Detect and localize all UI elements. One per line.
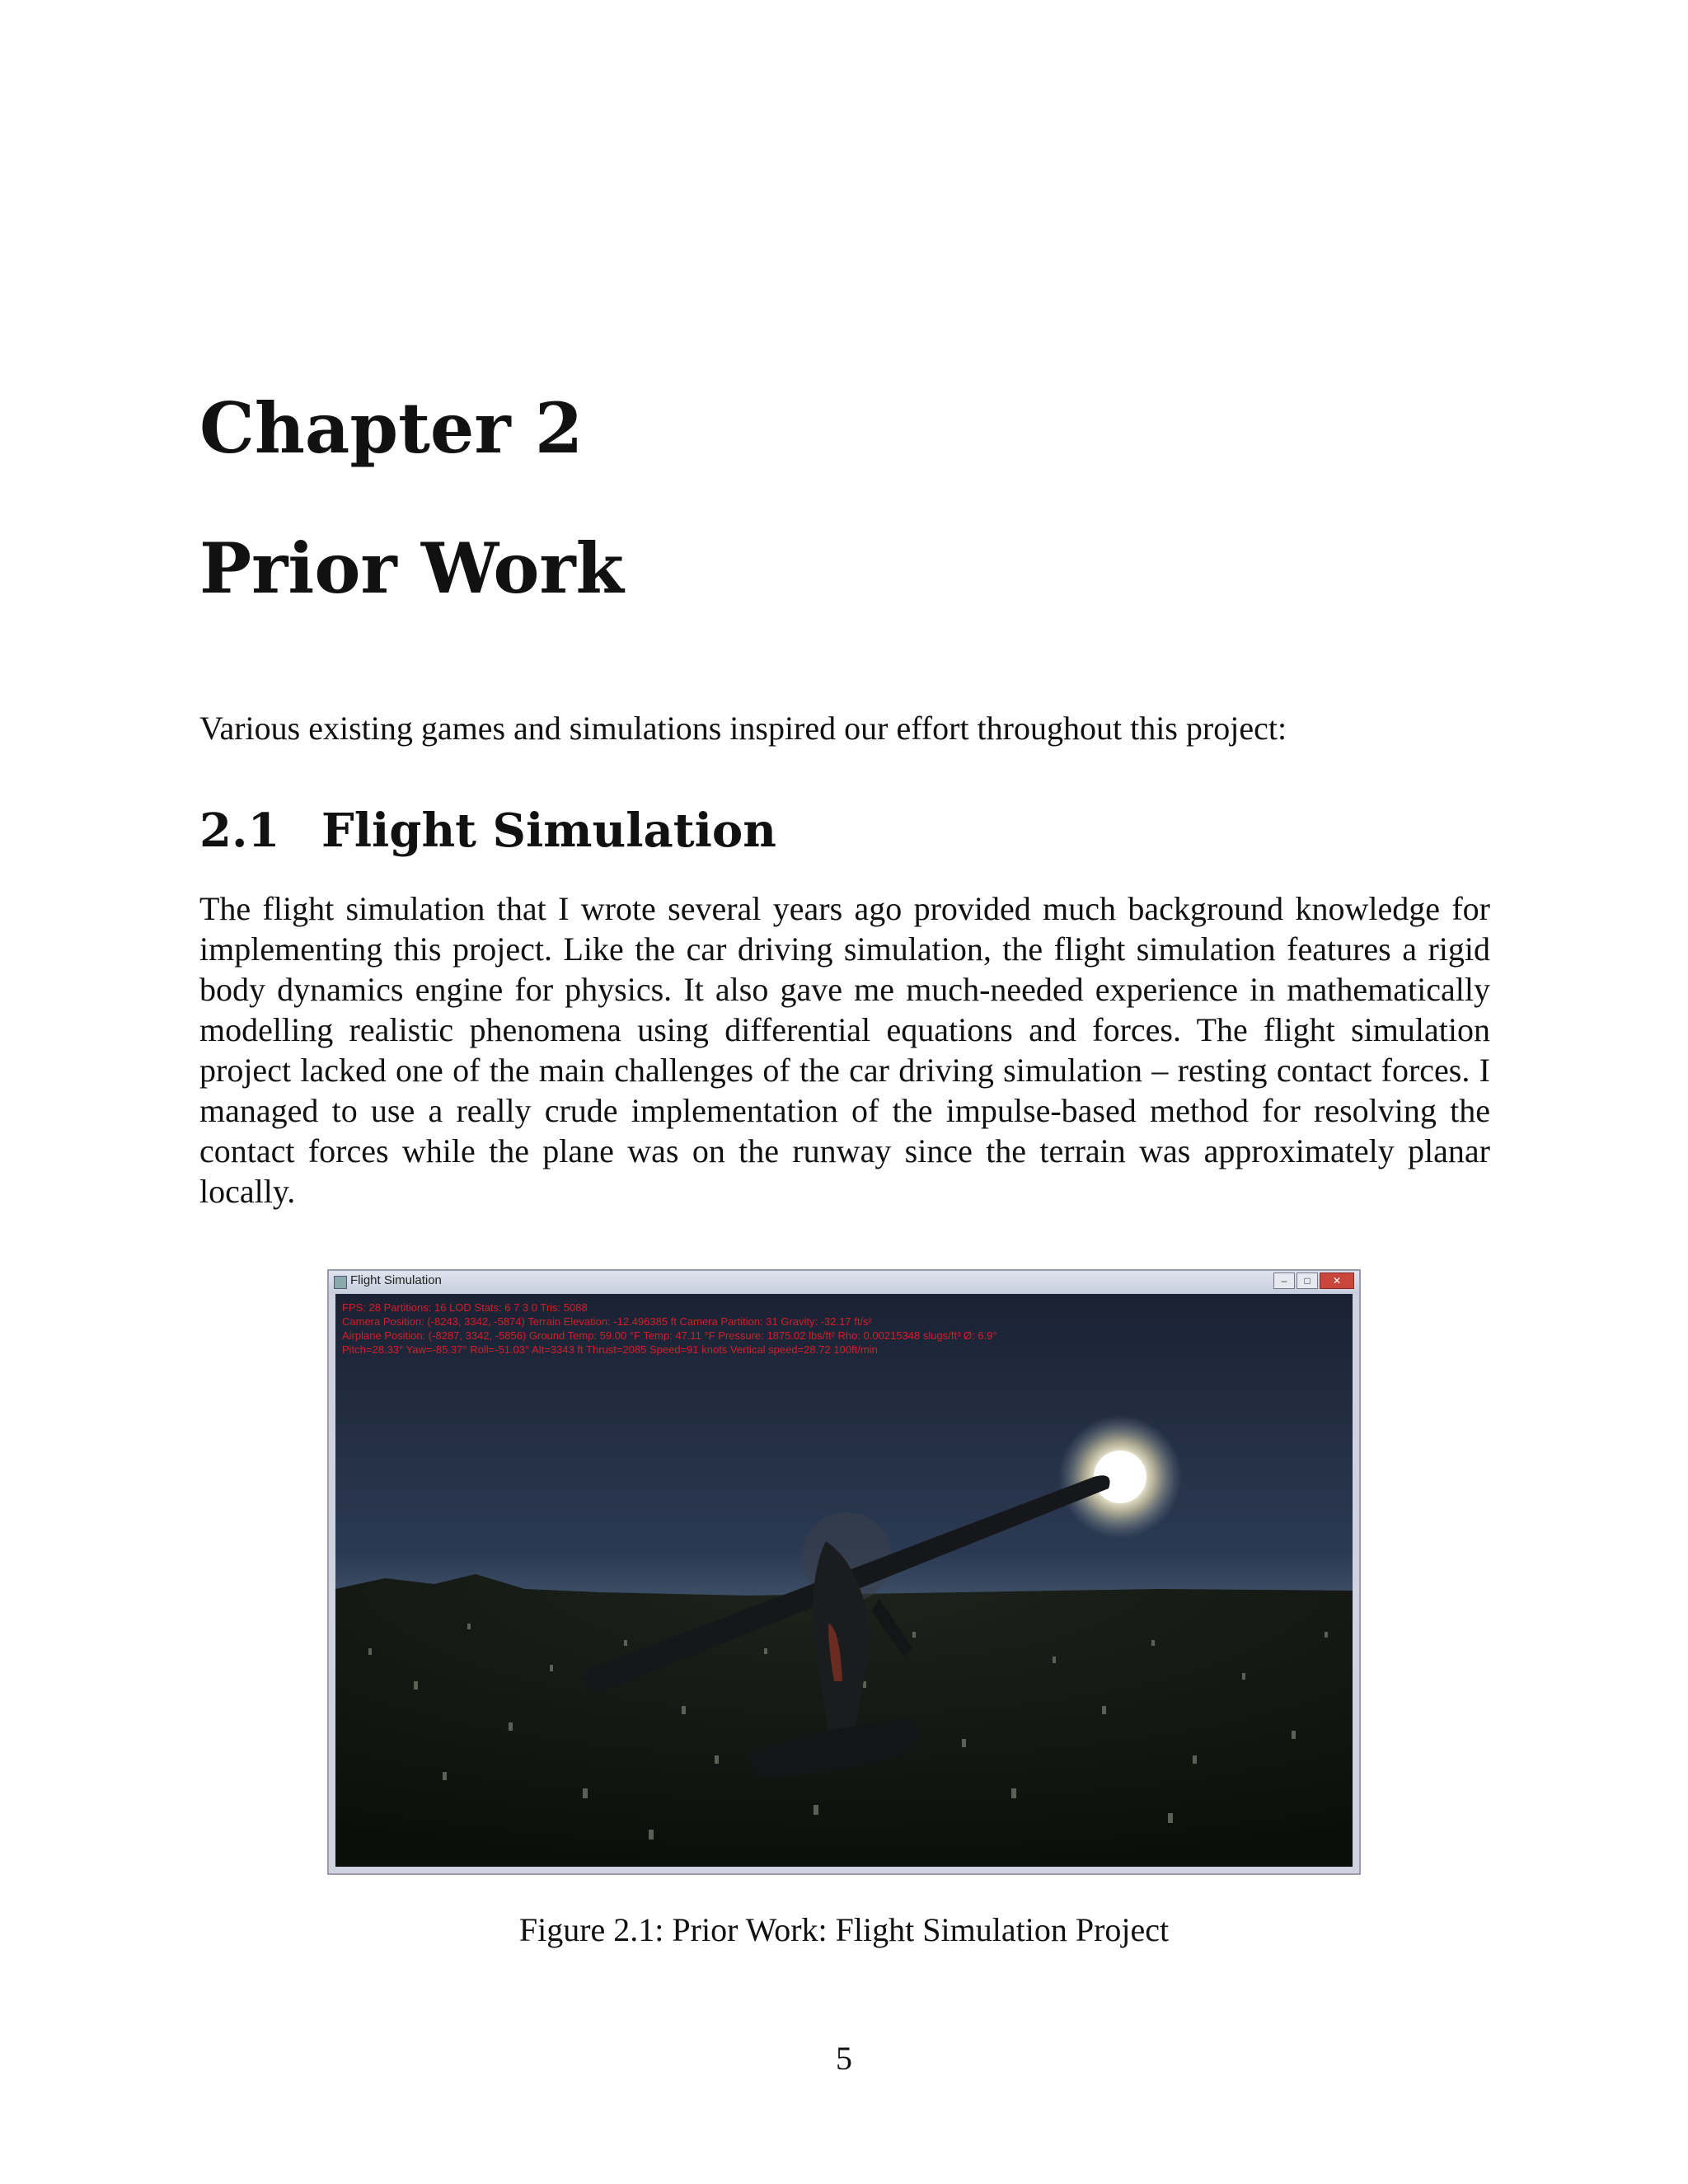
hud-line: FPS: 28 Partitions: 16 LOD Stats: 6 7 3 0 Tris: 5088 (342, 1301, 588, 1314)
hud-overlay (342, 1301, 997, 1357)
window-titlebar (329, 1271, 1359, 1294)
section-number: 2.1 (199, 804, 280, 858)
window-controls (1273, 1272, 1354, 1289)
chapter-label: Chapter 2 (199, 387, 584, 469)
section-title: Flight Simulation (321, 804, 776, 858)
minimize-icon: – (1273, 1272, 1295, 1289)
intro-paragraph: Various existing games and simulations inspired our effort throughout this project: (199, 710, 1287, 747)
section-heading (199, 804, 776, 858)
figure-caption: Figure 2.1: Prior Work: Flight Simulation Project (518, 1911, 1170, 1948)
app-icon (334, 1276, 347, 1289)
simulation-viewport (335, 1294, 1353, 1867)
flight-scene (335, 1294, 1353, 1867)
page-number: 5 (836, 2040, 852, 2077)
hud-line: Pitch=28.33° Yaw=-85.37° Roll=-51.03° Alt=3343 ft Thrust=2085 Speed=91 knots Vertical speed=28.72 100ft/min (342, 1343, 878, 1356)
close-icon: ✕ (1320, 1272, 1354, 1289)
hud-line: Airplane Position: (-8287, 3342, -5856) Ground Temp: 59.00 °F Temp: 47.11 °F Pressure: 1875.02 lbs/ft² Rho: 0.00215348 slugs/ft³ Ø: 6.9° (342, 1329, 997, 1342)
window-title: Flight Simulation (350, 1273, 442, 1287)
hud-line: Camera Position: (-8243, 3342, -5874) Terrain Elevation: -12.496385 ft Camera Partition: 31 Gravity: -32.17 ft/s² (342, 1315, 872, 1328)
section-body-paragraph: The flight simulation that I wrote several years ago provided much background knowledge for implementing this project. Like the car driving simulation, the flight simulation features a rigid body dynamics engine for physics. It also gave me much-needed experience in mathematically modelling realistic phenomena using differential equations and forces. The flight simulation project lacked one of the main challenges of the car driving simulation – resting contact forces. I managed to use a really crude implementation of the impulse-based method for resolving the contact forces while the plane was on the runway since the terrain was approximately planar locally. (199, 890, 1490, 1210)
flight-simulation-screenshot (327, 1269, 1361, 1875)
chapter-title: Prior Work (199, 527, 624, 609)
maximize-icon: □ (1296, 1272, 1318, 1289)
